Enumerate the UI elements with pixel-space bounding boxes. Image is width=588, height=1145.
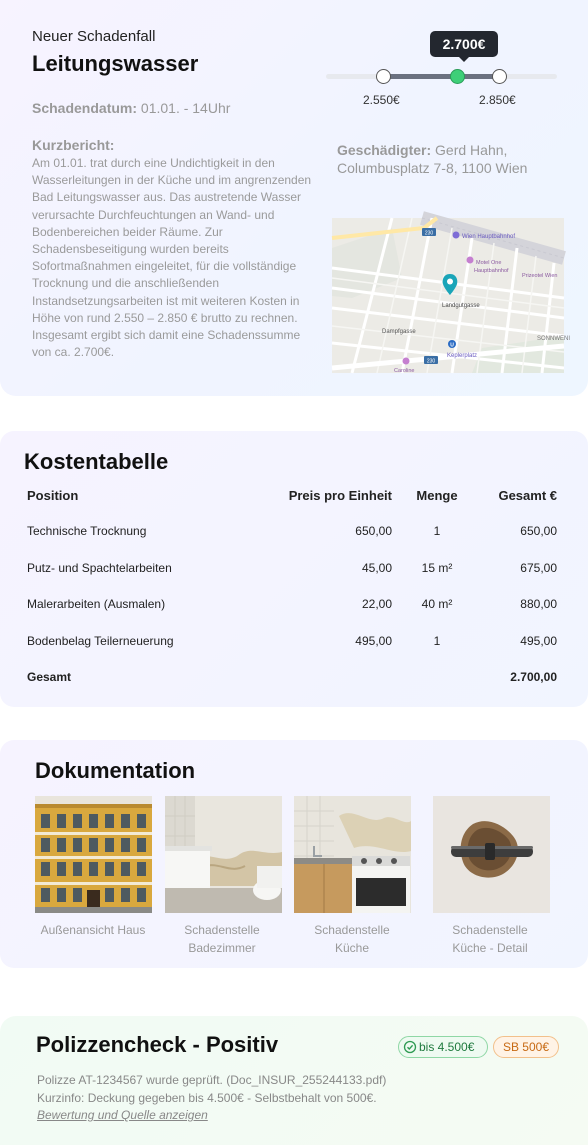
map-road-label: 230 bbox=[424, 230, 434, 237]
show-evaluation-link[interactable]: Bewertung und Quelle anzeigen bbox=[37, 1108, 208, 1122]
cell-total: 495,00 bbox=[520, 633, 557, 648]
cell-unit-price: 22,00 bbox=[361, 597, 392, 611]
caption-line: Küche bbox=[334, 941, 370, 955]
claim-date-label: Schadendatum: bbox=[32, 100, 138, 116]
map-label-caroline: Caroline bbox=[394, 368, 415, 374]
claim-date-value: 01.01. - 14Uhr bbox=[140, 100, 231, 116]
check-circle-icon bbox=[403, 1040, 417, 1054]
table-row bbox=[27, 523, 557, 560]
photo-bathroom[interactable] bbox=[165, 796, 282, 913]
table-row bbox=[27, 596, 557, 633]
report-label: Kurzbericht: bbox=[32, 137, 115, 153]
slider-max-label: 2.850€ bbox=[479, 93, 516, 107]
slider-min-label: 2.550€ bbox=[363, 93, 400, 107]
svg-text:U: U bbox=[450, 342, 454, 349]
claim-title: Leitungswasser bbox=[32, 51, 199, 76]
cell-position: Malerarbeiten (Ausmalen) bbox=[27, 597, 166, 611]
photo-exterior[interactable] bbox=[35, 796, 152, 913]
policy-check-info: Polizze AT-1234567 wurde geprüft. (Doc_INSUR_255244133.pdf) bbox=[37, 1073, 387, 1087]
bathroom-damage-image bbox=[165, 796, 282, 913]
cell-position: Bodenbelag Teilerneuerung bbox=[27, 633, 174, 648]
map-label-kepler: Keplerplatz bbox=[447, 353, 478, 359]
documentation-title: Dokumentation bbox=[35, 758, 196, 783]
total-value: 2.700,00 bbox=[510, 670, 557, 684]
caption-line: Schadenstelle bbox=[314, 923, 390, 937]
caption-line: Schadenstelle bbox=[452, 923, 528, 937]
column-header: Position bbox=[27, 487, 79, 503]
table-row bbox=[27, 633, 557, 670]
cell-unit-price: 45,00 bbox=[361, 560, 392, 575]
slider-max-handle[interactable] bbox=[492, 69, 507, 84]
map-label-prize: Prizeotel Wien bbox=[522, 273, 558, 279]
map-label-hbf: Wien Hauptbahnhof bbox=[462, 234, 516, 240]
cell-quantity: 1 bbox=[433, 633, 441, 648]
cell-total: 650,00 bbox=[520, 524, 557, 538]
column-header: Gesamt € bbox=[498, 487, 557, 503]
house-facade-image bbox=[35, 796, 152, 913]
policy-title: Polizzencheck - Positiv bbox=[36, 1032, 279, 1057]
cell-unit-price: 495,00 bbox=[355, 633, 392, 648]
photo-caption bbox=[420, 921, 560, 957]
photo-kitchen-detail[interactable] bbox=[433, 796, 550, 913]
slider-value-tooltip: 2.700€ bbox=[430, 31, 498, 57]
cell-quantity: 40 m² bbox=[421, 597, 453, 611]
coverage-badge bbox=[398, 1036, 488, 1058]
coverage-badge-label: bis 4.500€ bbox=[419, 1040, 475, 1054]
map-road-label: 230 bbox=[426, 358, 436, 365]
caption-line: Schadenstelle bbox=[184, 923, 260, 937]
cell-position: Technische Trocknung bbox=[27, 524, 147, 538]
column-header: Preis pro Einheit bbox=[288, 487, 392, 503]
photo-caption bbox=[23, 921, 163, 939]
caption-line: Küche - Detail bbox=[452, 941, 528, 955]
photo-caption bbox=[152, 921, 292, 957]
estimate-slider-range bbox=[383, 74, 499, 79]
column-header: Menge bbox=[416, 487, 458, 503]
photo-caption bbox=[282, 921, 422, 957]
pipe-detail-image bbox=[433, 796, 550, 913]
map-label-sonnw: SONNWENI bbox=[537, 336, 570, 342]
map-label-motel: Motel One bbox=[476, 260, 502, 266]
cell-quantity: 15 m² bbox=[421, 560, 453, 575]
map-label-landgut: Landgutgasse bbox=[442, 303, 480, 309]
cell-total: 675,00 bbox=[520, 560, 557, 575]
cell-quantity: 1 bbox=[433, 524, 441, 538]
tooltip-arrow bbox=[458, 56, 470, 62]
map-label-dampf: Dampfgasse bbox=[382, 329, 416, 335]
table-total-row bbox=[27, 669, 557, 685]
policy-summary: Kurzinfo: Deckung gegeben bis 4.500€ - Selbstbehalt von 500€. bbox=[37, 1091, 377, 1105]
map-label-motel2: Hauptbahnhof bbox=[474, 268, 509, 274]
slider-value-handle[interactable] bbox=[450, 69, 465, 84]
cell-total: 880,00 bbox=[520, 597, 557, 611]
cell-position: Putz- und Spachtelarbeiten bbox=[27, 560, 172, 575]
cost-title: Kostentabelle bbox=[24, 449, 169, 474]
victim-label: Geschädigter: bbox=[337, 142, 432, 158]
photo-kitchen[interactable] bbox=[294, 796, 411, 913]
report-text: Am 01.01. trat durch eine Undichtigkeit in den Wasserleitungen in der Küche und im angrenzenden Bad Leitungswasser aus. Das austretende Wasser verursachte Durchfeuchtungen an Wand- und Bodenbereichen beider Räume. Zur Schadensbeseitigung wurden bereits Sofortmaßnahmen eingeleitet, für die vollständige Trocknung und die anschließenden Instandsetzungsarbeiten ist mit weiteren Kosten in Höhe von rund 2.550 – 2.850 € brutto zu rechnen. Insgesamt ergibt sich damit eine Schadenssumme von ca. 2.700€. bbox=[32, 156, 312, 360]
map-canvas bbox=[332, 218, 570, 374]
slider-min-handle[interactable] bbox=[376, 69, 391, 84]
cost-table bbox=[27, 487, 557, 685]
caption-line: Außenansicht Haus bbox=[40, 923, 146, 937]
table-header-row bbox=[27, 487, 557, 523]
kitchen-damage-image bbox=[294, 796, 411, 913]
caption-line: Badezimmer bbox=[188, 941, 256, 955]
victim-info bbox=[337, 141, 567, 177]
claim-date bbox=[32, 100, 230, 116]
cell-unit-price: 650,00 bbox=[355, 524, 392, 538]
table-row bbox=[27, 560, 557, 597]
victim-name: Gerd Hahn, bbox=[435, 142, 508, 158]
location-map[interactable] bbox=[332, 218, 570, 374]
claim-subtitle: Neuer Schadenfall bbox=[32, 28, 156, 45]
deductible-badge: SB 500€ bbox=[493, 1036, 559, 1058]
total-label: Gesamt bbox=[27, 670, 72, 684]
victim-address: Columbusplatz 7-8, 1100 Wien bbox=[337, 160, 528, 176]
